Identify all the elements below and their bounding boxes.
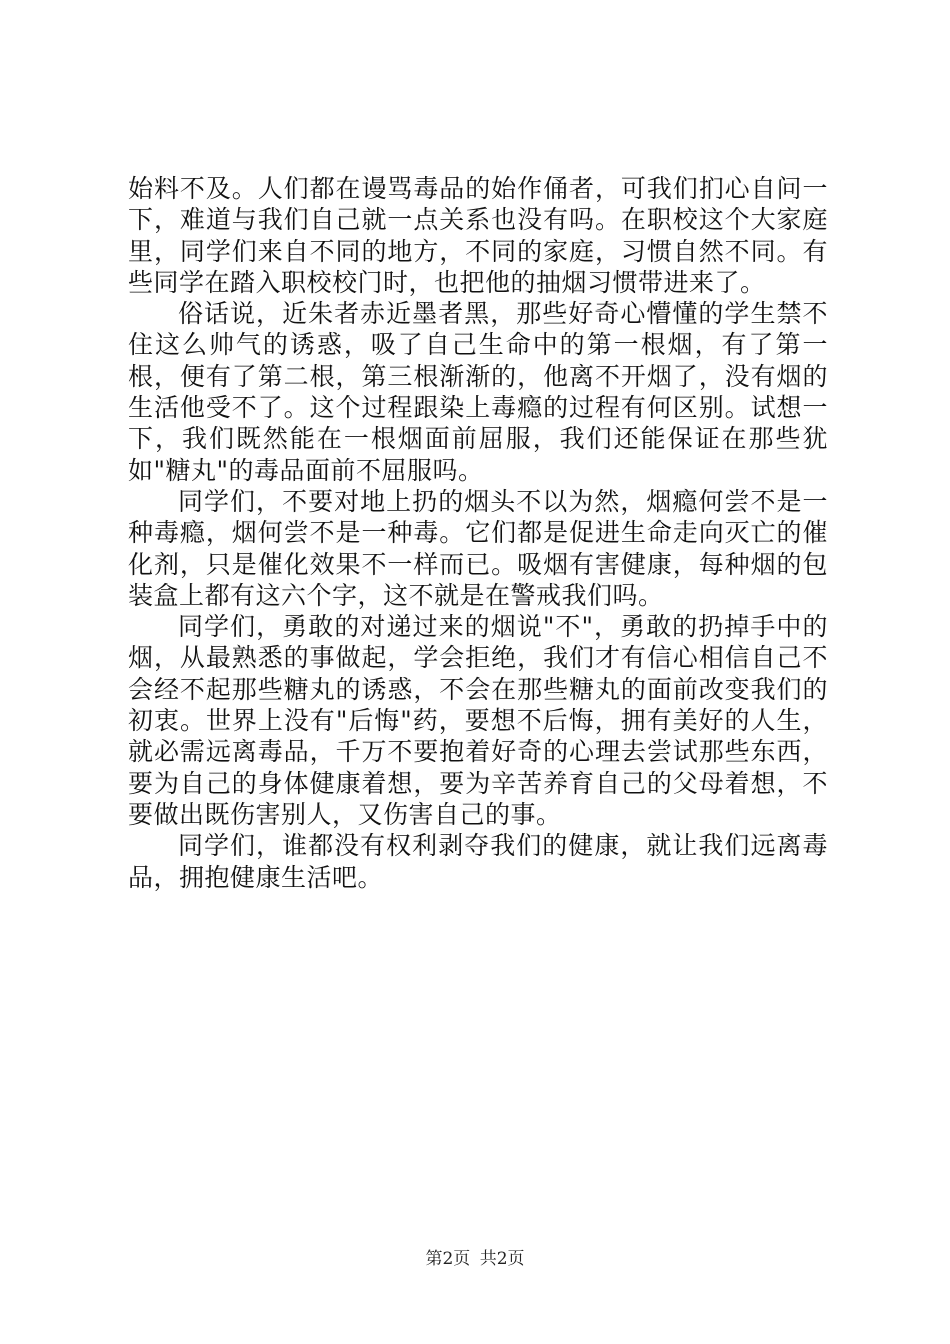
page-footer bbox=[0, 1244, 950, 1269]
paragraph-4: 同学们，勇敢的对递过来的烟说"不"，勇敢的扔掉手中的烟，从最熟悉的事做起，学会拒绝，我们才有信心相信自己不会经不起那些糖丸的诱惑，不会在那些糖丸的面前改变我们的初衷。世界上没有"后悔"药，要想不后悔，拥有美好的人生，就必需远离毒品，千万不要抱着好奇的心理去尝试那些东西，要为自己的身体健康着想，要为辛苦养育自己的父母着想，不要做出既伤害别人，又伤害自己的事。 bbox=[128, 612, 828, 829]
page-total: 共2页 bbox=[479, 1249, 525, 1269]
page-number: 第2页 bbox=[425, 1249, 471, 1269]
paragraph-1: 始料不及。人们都在谩骂毒品的始作俑者，可我们扪心自问一下，难道与我们自己就一点关系也没有吗。在职校这个大家庭里，同学们来自不同的地方，不同的家庭，习惯自然不同。有些同学在踏入职校校门时，也把他的抽烟习惯带进来了。 bbox=[128, 174, 828, 297]
paragraph-5: 同学们，谁都没有权利剥夺我们的健康，就让我们远离毒品，拥抱健康生活吧。 bbox=[128, 831, 828, 892]
paragraph-3: 同学们，不要对地上扔的烟头不以为然，烟瘾何尝不是一种毒瘾，烟何尝不是一种毒。它们都是促进生命走向灭亡的催化剂，只是催化效果不一样而已。吸烟有害健康，每种烟的包装盒上都有这六个字，这不就是在警戒我们吗。 bbox=[128, 486, 828, 610]
document-body bbox=[128, 173, 828, 893]
paragraph-2: 俗话说，近朱者赤近墨者黑，那些好奇心懵懂的学生禁不住这么帅气的诱惑，吸了自己生命中的第一根烟，有了第一根，便有了第二根，第三根渐渐的，他离不开烟了，没有烟的生活他受不了。这个过程跟染上毒瘾的过程有何区别。试想一下，我们既然能在一根烟面前屈服，我们还能保证在那些犹如"糖丸"的毒品面前不屈服吗。 bbox=[128, 299, 828, 485]
